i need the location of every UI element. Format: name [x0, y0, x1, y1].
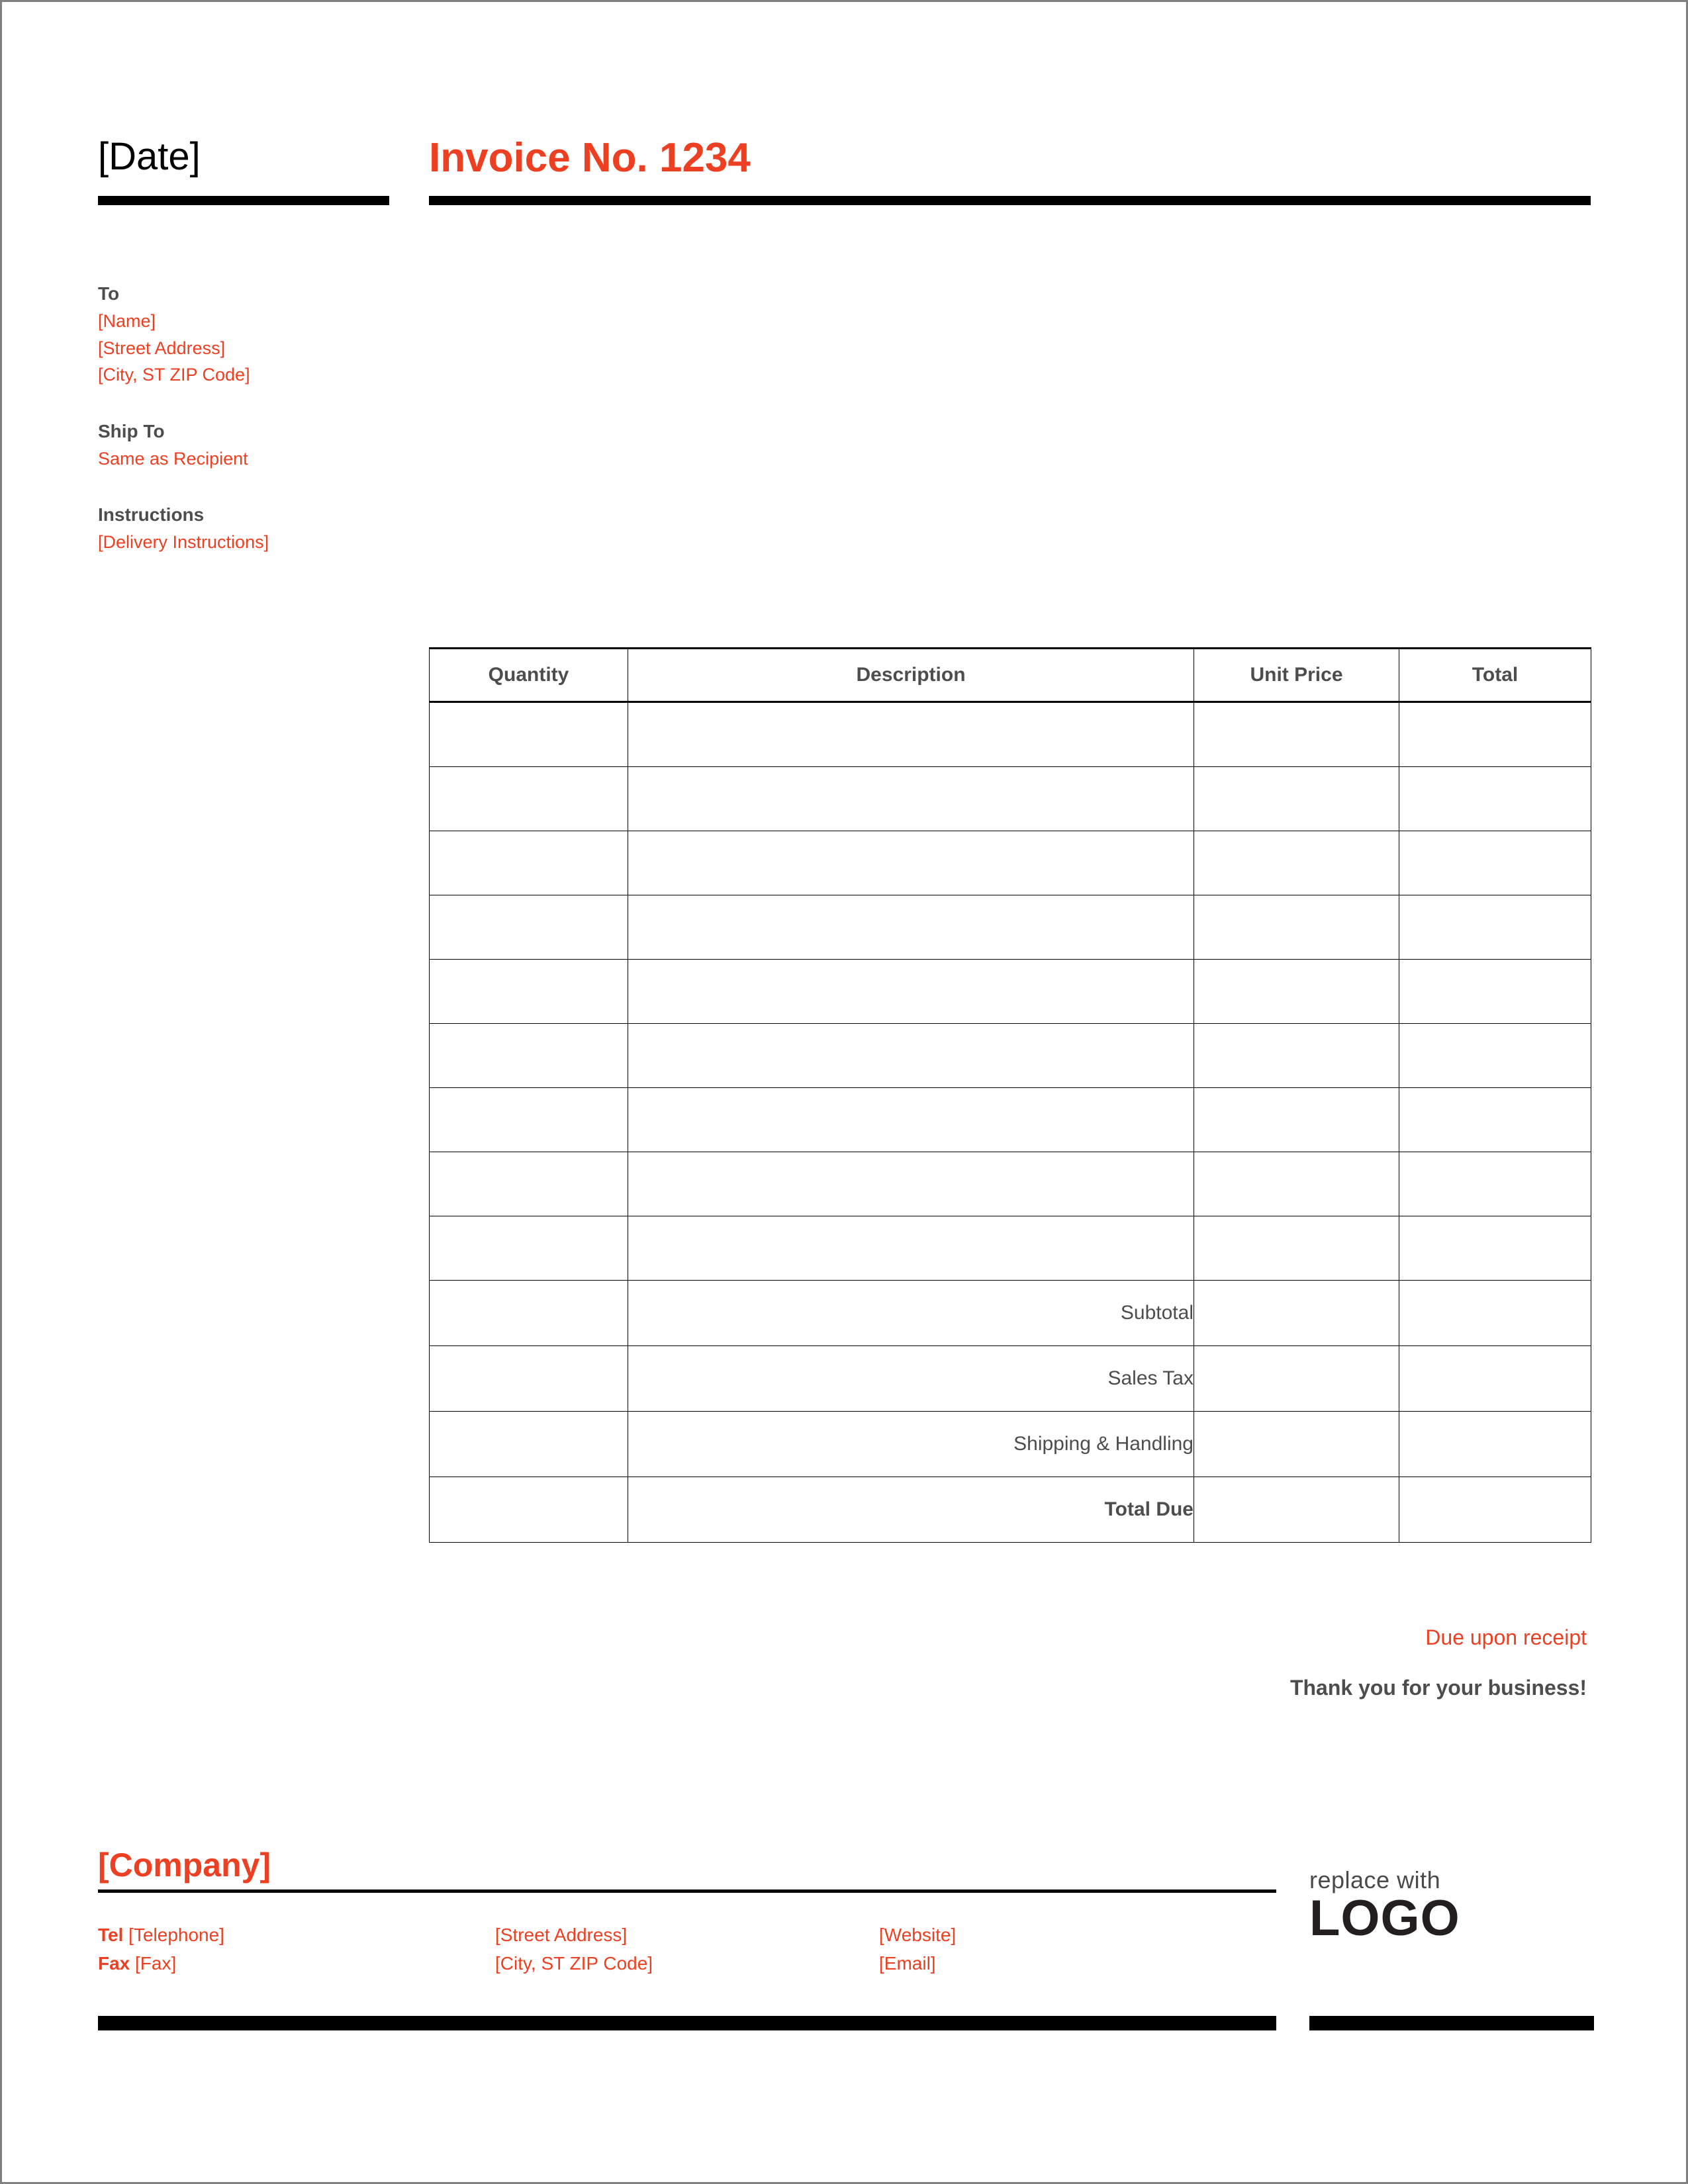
table-cell[interactable] — [1399, 1152, 1591, 1216]
tel-value[interactable]: [Telephone] — [128, 1925, 224, 1945]
table-cell[interactable] — [1399, 1088, 1591, 1152]
footer-web-column — [879, 1921, 1276, 1978]
summary-quantity-cell — [430, 1477, 628, 1543]
footer-email[interactable]: [Email] — [879, 1953, 936, 1974]
summary-quantity-cell — [430, 1346, 628, 1412]
company-divider-rule — [98, 1889, 1276, 1893]
table-cell[interactable] — [1194, 831, 1399, 895]
summary-unit-price-cell — [1194, 1412, 1399, 1477]
summary-unit-price-cell — [1194, 1477, 1399, 1543]
summary-unit-price-cell — [1194, 1346, 1399, 1412]
table-cell[interactable] — [430, 1152, 628, 1216]
logo-placeholder[interactable] — [1309, 1868, 1594, 1945]
table-cell[interactable] — [628, 960, 1194, 1024]
ship-to-group — [98, 418, 442, 473]
footer-address-column — [495, 1921, 879, 1978]
table-header-row — [430, 649, 1591, 702]
column-header-total: Total — [1399, 649, 1591, 702]
summary-row — [430, 1412, 1591, 1477]
ship-to-label: Ship To — [98, 420, 165, 441]
table-cell[interactable] — [1399, 831, 1591, 895]
to-city[interactable]: [City, ST ZIP Code] — [98, 365, 250, 385]
summary-row — [430, 1281, 1591, 1346]
summary-total-cell[interactable] — [1399, 1281, 1591, 1346]
footer-tel-line[interactable] — [98, 1921, 495, 1949]
table-row — [430, 702, 1591, 767]
logo-replace-text: replace with — [1309, 1866, 1441, 1893]
footer-fax-line[interactable] — [98, 1949, 495, 1978]
summary-label: Shipping & Handling — [628, 1412, 1194, 1477]
ship-to-value[interactable]: Same as Recipient — [98, 448, 248, 469]
summary-label: Subtotal — [628, 1281, 1194, 1346]
table-cell[interactable] — [430, 702, 628, 767]
table-cell[interactable] — [430, 1216, 628, 1281]
table-cell[interactable] — [430, 895, 628, 960]
logo-word: LOGO — [1309, 1890, 1460, 1946]
footer-city[interactable]: [City, ST ZIP Code] — [495, 1953, 653, 1974]
summary-row — [430, 1346, 1591, 1412]
table-cell[interactable] — [628, 767, 1194, 831]
table-cell[interactable] — [430, 831, 628, 895]
table-cell[interactable] — [430, 1088, 628, 1152]
table-cell[interactable] — [1194, 1088, 1399, 1152]
address-column — [98, 280, 442, 585]
column-header-unit-price: Unit Price — [1194, 649, 1399, 702]
summary-unit-price-cell — [1194, 1281, 1399, 1346]
company-name[interactable]: [Company] — [98, 1846, 271, 1884]
table-cell[interactable] — [430, 1024, 628, 1088]
invoice-header — [98, 135, 1591, 230]
fax-label: Fax — [98, 1953, 130, 1974]
summary-label: Total Due — [628, 1477, 1194, 1543]
title-block — [429, 135, 1591, 181]
tel-label: Tel — [98, 1925, 124, 1945]
footer-street[interactable]: [Street Address] — [495, 1925, 628, 1945]
table-cell[interactable] — [1399, 767, 1591, 831]
table-body-summary — [430, 1281, 1591, 1543]
table-cell[interactable] — [1194, 960, 1399, 1024]
table-cell[interactable] — [628, 1152, 1194, 1216]
instructions-label: Instructions — [98, 504, 205, 525]
to-label: To — [98, 283, 120, 304]
table-cell[interactable] — [1194, 1024, 1399, 1088]
table-cell[interactable] — [1194, 1216, 1399, 1281]
table-cell[interactable] — [430, 960, 628, 1024]
footer-contact-column — [98, 1921, 495, 1978]
page-title: Invoice No. 1234 — [429, 135, 751, 181]
footer-columns — [98, 1921, 1276, 1978]
table-cell[interactable] — [1194, 895, 1399, 960]
invoice-notes — [660, 1627, 1587, 1698]
table-cell[interactable] — [1194, 767, 1399, 831]
table-row — [430, 1024, 1591, 1088]
column-header-description: Description — [628, 649, 1194, 702]
invoice-items-table — [429, 647, 1591, 1543]
table-cell[interactable] — [430, 767, 628, 831]
table-cell[interactable] — [1399, 702, 1591, 767]
summary-quantity-cell — [430, 1412, 628, 1477]
table-cell[interactable] — [628, 831, 1194, 895]
date-block — [98, 135, 389, 178]
summary-label: Sales Tax — [628, 1346, 1194, 1412]
table-row — [430, 1216, 1591, 1281]
fax-value[interactable]: [Fax] — [135, 1953, 177, 1974]
table-cell[interactable] — [1399, 960, 1591, 1024]
column-header-quantity: Quantity — [430, 649, 628, 702]
table-row — [430, 1088, 1591, 1152]
table-row — [430, 831, 1591, 895]
table-cell[interactable] — [628, 1216, 1194, 1281]
table-body-empty-rows — [430, 702, 1591, 1281]
table-header — [430, 649, 1591, 702]
due-terms-note: Due upon receipt — [1425, 1625, 1587, 1649]
table-row — [430, 767, 1591, 831]
invoice-footer — [98, 1848, 1276, 1978]
summary-row — [430, 1477, 1591, 1543]
summary-quantity-cell — [430, 1281, 628, 1346]
to-name[interactable]: [Name] — [98, 311, 156, 331]
thank-you-note: Thank you for your business! — [1289, 1676, 1587, 1700]
table-cell[interactable] — [628, 1088, 1194, 1152]
table-row — [430, 960, 1591, 1024]
date-underline-rule — [98, 196, 389, 205]
logo-bottom-rule — [1309, 2016, 1594, 2030]
table-cell[interactable] — [1399, 895, 1591, 960]
table-row — [430, 1152, 1591, 1216]
table-cell[interactable] — [628, 1024, 1194, 1088]
title-underline-rule — [429, 196, 1591, 205]
instructions-group — [98, 501, 442, 556]
date-placeholder[interactable]: [Date] — [98, 135, 201, 178]
summary-total-cell[interactable] — [1399, 1346, 1591, 1412]
summary-total-cell[interactable] — [1399, 1477, 1591, 1543]
instructions-value[interactable]: [Delivery Instructions] — [98, 532, 269, 552]
table-cell[interactable] — [1194, 1152, 1399, 1216]
table-cell[interactable] — [1399, 1024, 1591, 1088]
table-row — [430, 895, 1591, 960]
table-cell[interactable] — [628, 895, 1194, 960]
to-group — [98, 280, 442, 388]
summary-total-cell[interactable] — [1399, 1412, 1591, 1477]
to-street[interactable]: [Street Address] — [98, 338, 226, 358]
footer-website[interactable]: [Website] — [879, 1925, 957, 1945]
table-cell[interactable] — [1194, 702, 1399, 767]
table-cell[interactable] — [1399, 1216, 1591, 1281]
table-cell[interactable] — [628, 702, 1194, 767]
footer-bottom-rule — [98, 2016, 1276, 2030]
